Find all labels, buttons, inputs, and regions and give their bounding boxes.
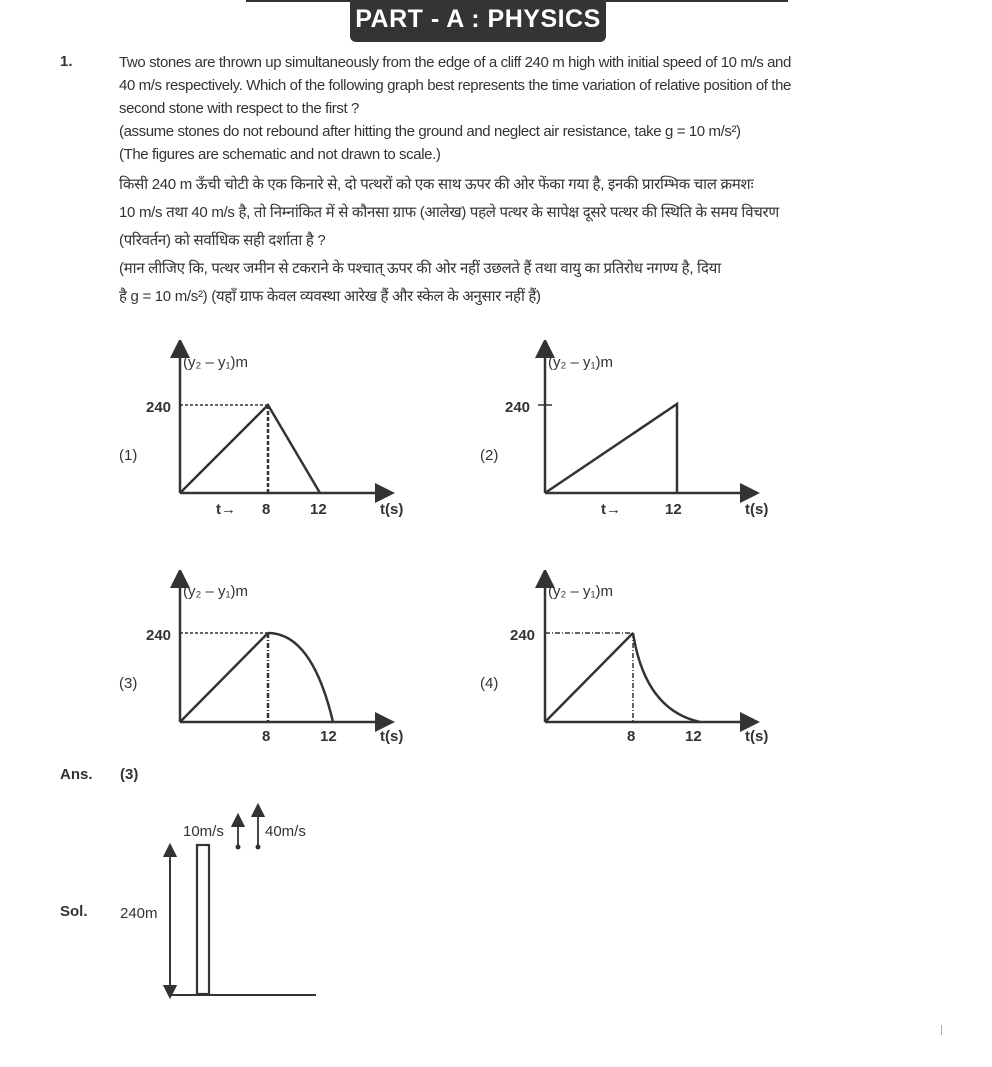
section-title: PART - A : PHYSICS xyxy=(350,2,606,42)
x-tick-12: 12 xyxy=(310,501,327,518)
speed-10-label: 10m/s xyxy=(183,823,224,840)
x-tick-12: 12 xyxy=(320,728,337,745)
y-axis-label: (y₂ – y₁)m xyxy=(548,583,614,600)
question-line-hindi: किसी 240 m ऊँची चोटी के एक किनारे से, दो पत्थरों को एक साथ ऊपर की ओर फेंका गया है, इनकी प्रारम्भिक चाल क्रमशः xyxy=(119,176,754,193)
y-tick-240: 240 xyxy=(146,399,172,416)
option-1-graph xyxy=(140,340,420,530)
question-line-hindi: 10 m/s तथा 40 m/s है, तो निम्नांकित में से कौनसा ग्राफ (आलेख) पहले पत्थर के सापेक्ष दूसरे पत्थर की स्थिति के समय विचरण xyxy=(119,204,779,221)
option-3-label: (3) xyxy=(119,675,138,692)
x-tick-12: 12 xyxy=(685,728,702,745)
t-arrow-label: t→ xyxy=(601,501,621,518)
question-line: Two stones are thrown up simultaneously from the edge of a cliff 240 m high with initial speed of 10 m/s and xyxy=(119,54,791,71)
solution-label: Sol. xyxy=(60,903,88,920)
page-mark xyxy=(941,1025,942,1035)
x-tick-8: 8 xyxy=(262,728,271,745)
option-1-label: (1) xyxy=(119,447,138,464)
x-axis-label: t(s) xyxy=(380,501,404,518)
height-label: 240m xyxy=(120,905,158,922)
answer-label: Ans. xyxy=(60,766,93,783)
question-text-hindi xyxy=(119,171,899,311)
cliff-diagram xyxy=(110,800,340,1010)
x-tick-12: 12 xyxy=(665,501,682,518)
option-2-label: (2) xyxy=(480,447,499,464)
y-tick-240: 240 xyxy=(510,627,536,644)
question-line-hindi: है g = 10 m/s²) (यहाँ ग्राफ केवल व्यवस्था आरेख हैं और स्केल के अनुसार नहीं हैं) xyxy=(119,288,541,305)
question-line-hindi: (परिवर्तन) को सर्वाधिक सही दर्शाता है ? xyxy=(119,232,326,249)
y-tick-240: 240 xyxy=(505,399,531,416)
option-2-graph xyxy=(505,340,785,530)
stone-2-icon xyxy=(256,845,261,850)
question-line: 40 m/s respectively. Which of the following graph best represents the time variation of relative position of the xyxy=(119,77,791,94)
y-axis-label: (y₂ – y₁)m xyxy=(548,354,614,371)
option-4-label: (4) xyxy=(480,675,499,692)
t-arrow-label: t→ xyxy=(216,501,236,518)
y-axis-label: (y₂ – y₁)m xyxy=(183,583,249,600)
question-number: 1. xyxy=(60,53,73,70)
x-axis-label: t(s) xyxy=(745,728,769,745)
x-axis-label: t(s) xyxy=(745,501,769,518)
x-tick-8: 8 xyxy=(627,728,636,745)
question-line-hindi: (मान लीजिए कि, पत्थर जमीन से टकराने के पश्चात् ऊपर की ओर नहीं उछलते हैं तथा वायु का प्रतिरोध नगण्य है, दिया xyxy=(119,260,721,277)
x-axis-label: t(s) xyxy=(380,728,404,745)
question-line: (The figures are schematic and not drawn to scale.) xyxy=(119,146,441,163)
question-text-english xyxy=(119,51,899,166)
answer-value: (3) xyxy=(120,766,139,783)
speed-40-label: 40m/s xyxy=(265,823,306,840)
option-3-graph xyxy=(140,570,420,760)
cliff-rect xyxy=(197,845,209,994)
stone-1-icon xyxy=(236,845,241,850)
y-tick-240: 240 xyxy=(146,627,172,644)
question-line: second stone with respect to the first ? xyxy=(119,100,359,117)
question-line: (assume stones do not rebound after hitting the ground and neglect air resistance, take g = 10 m/s²) xyxy=(119,123,741,140)
option-4-graph xyxy=(505,570,785,760)
x-tick-8: 8 xyxy=(262,501,271,518)
y-axis-label: (y₂ – y₁)m xyxy=(183,354,249,371)
